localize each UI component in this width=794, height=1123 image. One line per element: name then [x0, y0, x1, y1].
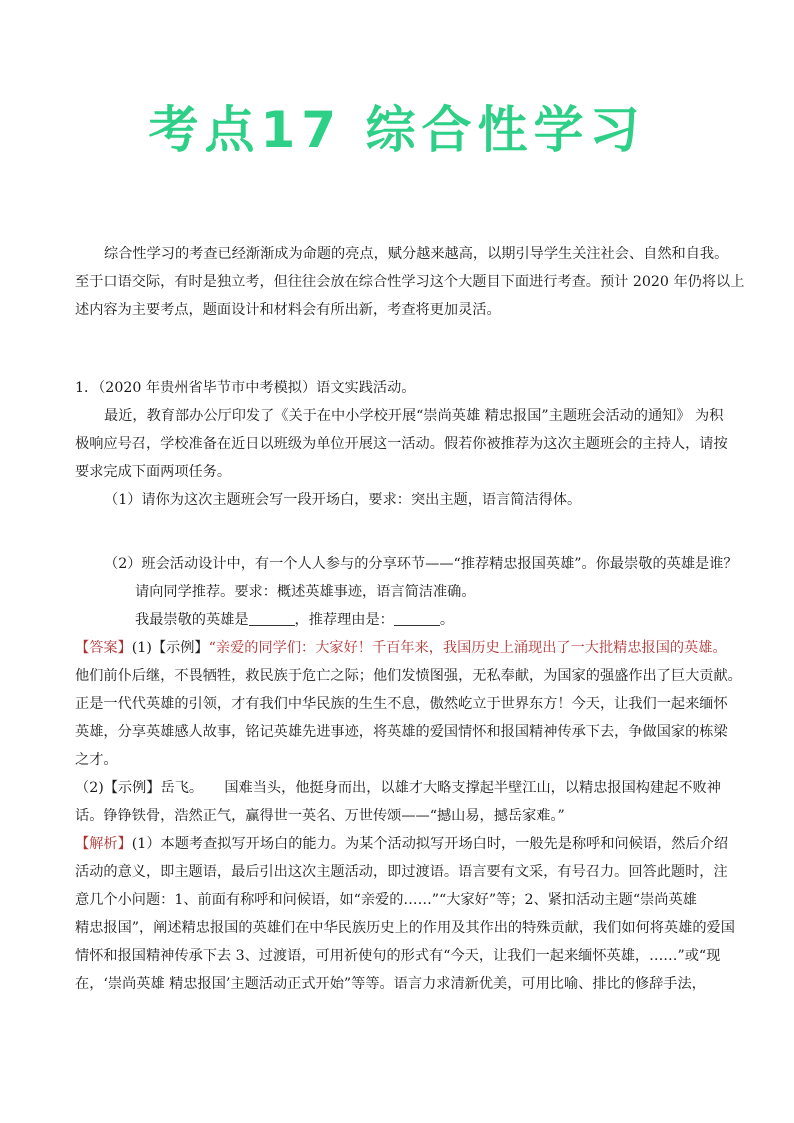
answer-line: 英雄，分享英雄感人故事，铭记英雄先进事迹，将英雄的爱国情怀和报国精神传承下去，争做国家的栋梁 — [75, 724, 728, 740]
question-stem-line: 要求完成下面两项任务。 — [75, 464, 232, 480]
task-2-requirement: 请向同学推荐。要求：概述英雄事迹，语言简洁准确。 — [135, 584, 476, 600]
answer-blank[interactable] — [249, 609, 295, 626]
analysis-line: 在，‘崇尚英雄 精忠报国’主题活动正式开始”等等。语言力求清新优美，可用比喻、排比的修辞手法， — [75, 976, 706, 992]
analysis-line: 情怀和报国精神传承下去 3、过渡语，可用祈使句的形式有“今天，让我们一起来缅怀英雄，……”或“现 — [75, 948, 721, 964]
answer-line: 之才。 — [75, 752, 118, 768]
intro-line: 综合性学习的考查已经渐渐成为命题的亮点，赋分越来越高，以期引导学生关注社会、自然和自我。 — [104, 246, 729, 262]
analysis-line: 活动的意义，即主题语，最后引出这次主题活动，即过渡语。语言要有文采，有号召力。回答此题时，注 — [75, 864, 728, 880]
answer-blank[interactable] — [394, 609, 440, 626]
example-tag: (1)【示例】 — [131, 640, 209, 656]
page-title: 考点17 综合性学习 — [148, 101, 646, 159]
fill-text: 我最崇敬的英雄是 — [135, 612, 249, 628]
analysis-line: 精忠报国”，阐述精忠报国的英雄们在中华民族历史上的作用及其作出的特殊贡献，我们如何将英雄的爱国 — [75, 920, 735, 936]
question-heading: 1．（2020 年贵州省毕节市中考模拟）语文实践活动。 — [75, 380, 416, 396]
answer-text: “亲爱的同学们：大家好！千百年来，我国历史上涌现出了一大批精忠报国的英雄。 — [208, 640, 727, 656]
answer-line — [75, 774, 725, 802]
answer-text: 岳飞。 国难当头，他挺身而出，以雄才大略支撑起半壁江山，以精忠报国构建起不败神 — [160, 780, 721, 796]
intro-line: 述内容为主要考点，题面设计和材料会有所出新，考查将更加灵活。 — [75, 302, 501, 318]
analysis-label: 【解析】 — [75, 836, 132, 852]
task-1: （1）请你为这次主题班会写一段开场白，要求：突出主题，语言简洁得体。 — [104, 492, 582, 508]
example-tag: （2)【示例】 — [75, 780, 161, 796]
answer-line: 正是一代代英雄的引领，才有我们中华民族的生生不息，傲然屹立于世界东方！今天，让我们一起来缅怀 — [75, 696, 728, 712]
answer-line: 他们前仆后继，不畏牺牲，救民族于危亡之际；他们发愤图强，无私奉献，为国家的强盛作出了巨大贡献。 — [75, 668, 742, 684]
task-2: （2）班会活动设计中，有一个人人参与的分享环节——“推荐精忠报国英雄”。你最崇敬的英雄是谁？ — [104, 556, 738, 572]
answer-label: 【答案】 — [75, 640, 132, 656]
analysis-text: (1）本题考查拟写开场白的能力。为某个活动拟写开场白时，一般先是称呼和问候语，然后介绍 — [131, 836, 729, 852]
question-stem-line: 最近，教育部办公厅印发了《关于在中小学校开展“崇尚英雄 精忠报国”主题班会活动的通知》 为积 — [104, 408, 724, 424]
fill-text: 。 — [439, 612, 455, 628]
fill-text: ，推荐理由是： — [294, 612, 394, 628]
answer-line — [75, 634, 725, 662]
analysis-line: 意几个小问题：1、前面有称呼和问候语，如“亲爱的……”“大家好”等；2、紧扣活动主题“崇尚英雄 — [75, 892, 697, 908]
analysis-line — [75, 830, 729, 858]
intro-line: 至于口语交际，有时是独立考，但往往会放在综合性学习这个大题目下面进行考查。预计 2020 年仍将以上 — [75, 274, 745, 290]
question-stem-line: 极响应号召，学校准备在近日以班级为单位开展这一活动。假若你被推荐为这次主题班会的主持人，请按 — [75, 436, 728, 452]
document-body — [75, 240, 745, 998]
answer-line: 话。铮铮铁骨，浩然正气，赢得世一英名、万世传颂——“撼山易，撼岳家难。” — [75, 808, 565, 824]
fill-in-line — [75, 606, 725, 634]
